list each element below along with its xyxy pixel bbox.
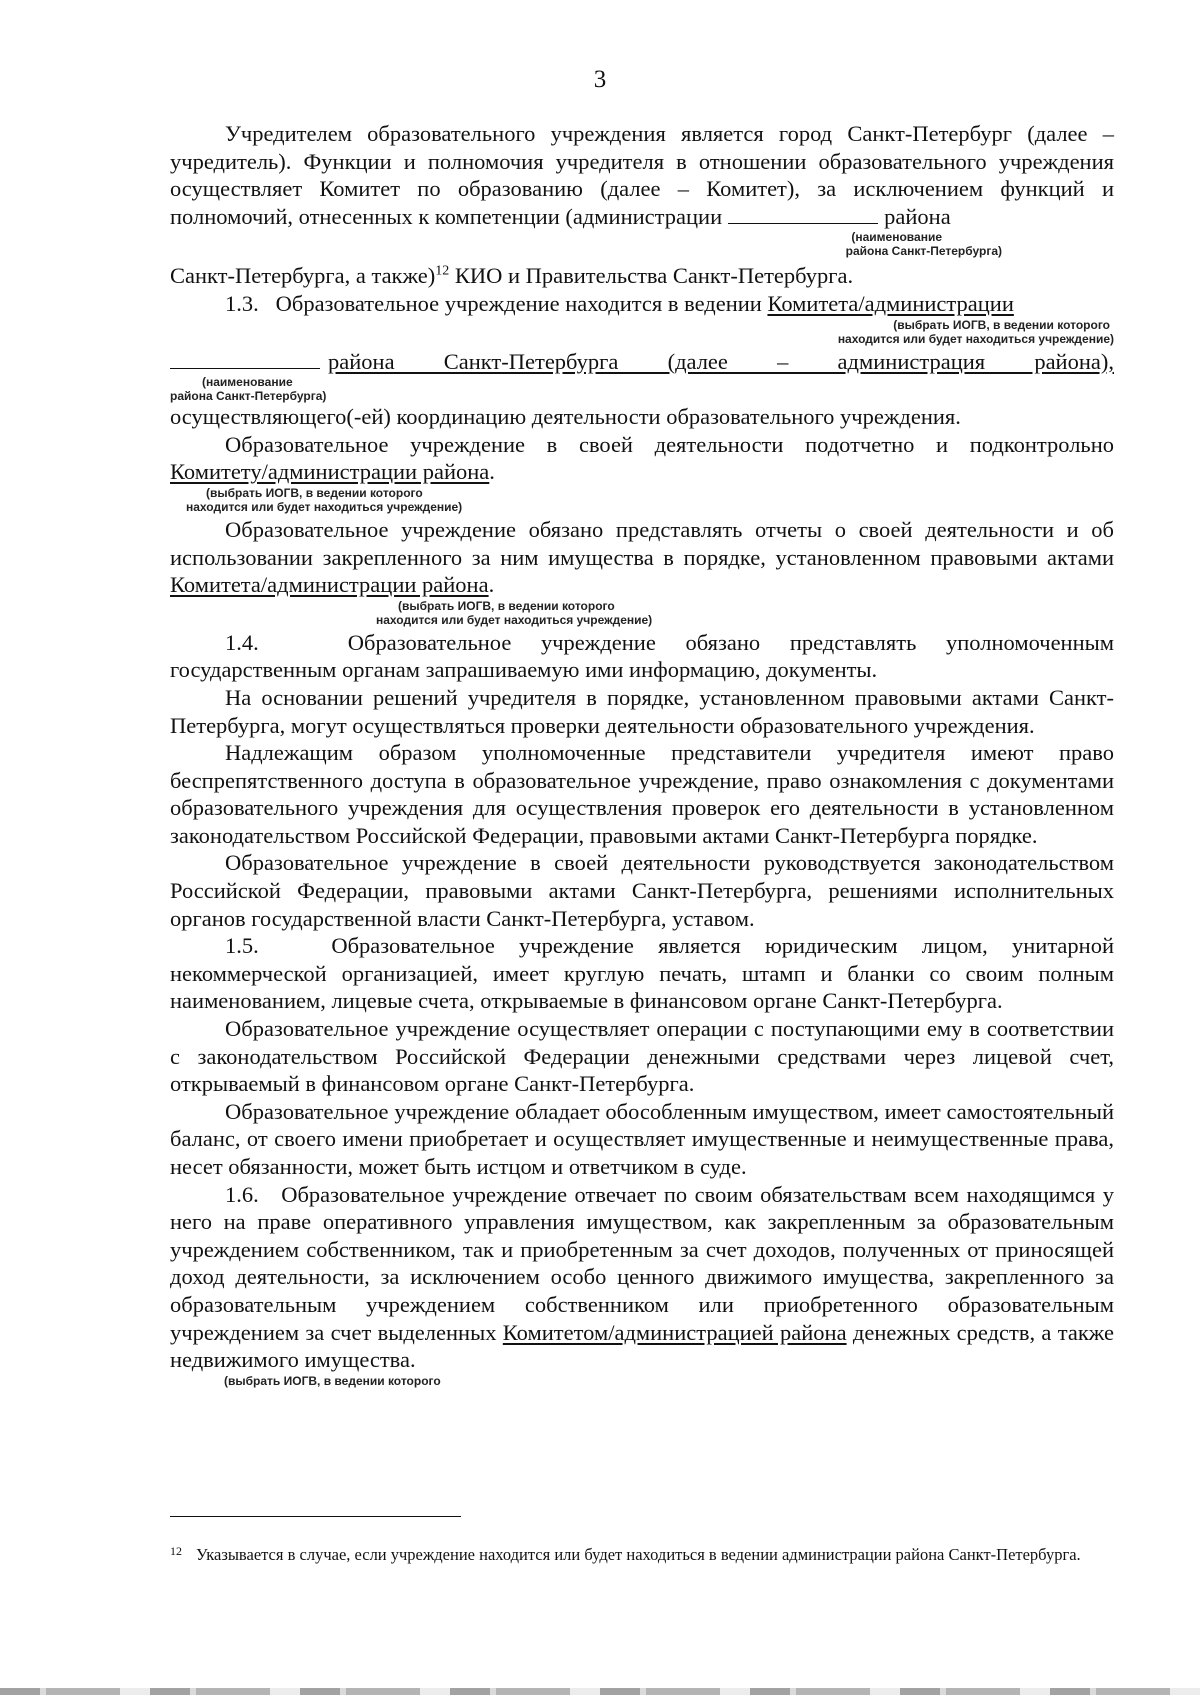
district-word: района bbox=[884, 203, 951, 229]
accountability-choice-line bbox=[170, 458, 1114, 486]
founder-cont-b: КИО и Правительства Санкт-Петербурга. bbox=[449, 263, 854, 289]
section-1-6 bbox=[170, 1181, 1120, 1374]
inspections-paragraph: На основании решений учредителя в порядке, установленном правовыми актами Санкт-Петербурга, могут осуществляться проверки деятельности образовательного учреждения. bbox=[170, 684, 1114, 738]
authority-choice-4: Комитетом/администрацией района bbox=[502, 1319, 847, 1345]
authority-caption-2-line1: (выбрать ИОГВ, в ведении которого bbox=[206, 485, 423, 500]
section-1-6-end: денежных средств, а также недвижимого имущества. bbox=[170, 1319, 1120, 1373]
founder-continuation bbox=[170, 262, 1114, 290]
section-1-4: 1.4. Образовательное учреждение обязано представлять уполномоченным государственным органам запрашиваемую ими информацию, документы. bbox=[170, 629, 1120, 683]
section-1-3-line2-text: района Санкт-Петербурга (далее – администрация района), bbox=[328, 348, 1114, 374]
access-paragraph: Надлежащим образом уполномоченные представители учредителя имеют право беспрепятственного доступа в образовательное учреждение, право ознакомления с документами образовательного учреждения для осуществления проверок его деятельности в установленном законодательством Российской Федерации, правовыми актами Санкт-Петербурга порядке. bbox=[170, 740, 1114, 848]
section-1-5: 1.5. Образовательное учреждение является юридическим лицом, унитарной некоммерческой организацией, имеет круглую печать, штамп и бланки со своим полным наименованием, лицевые счета, открываемые в финансовом органе Санкт-Петербурга. bbox=[170, 933, 1120, 1014]
footnote-ref[interactable]: 12 bbox=[435, 263, 450, 279]
founder-cont-a: Санкт-Петербурга, а также) bbox=[170, 263, 436, 289]
authority-caption-2-line2: находится или будет находиться учреждение) bbox=[186, 499, 463, 514]
accountability-end: . bbox=[489, 459, 495, 485]
founder-text: Учредителем образовательного учреждения является город Санкт-Петербург (далее – учредитель). Функции и полномочия учредителя в отношении образовательного учреждения осуществляет Комитет по образованию (далее – Комитет), за исключением функций и полномочий, отнесенных к компетенции (администрации bbox=[170, 121, 1114, 229]
guidance-paragraph: Образовательное учреждение в своей деятельности руководствуется законодательством Российской Федерации, правовыми актами Санкт-Петербурга, решениями исполнительных органов государственной власти Санкт-Петербурга, уставом. bbox=[170, 850, 1114, 931]
authority-caption-1-line2: находится или будет находиться учреждение) bbox=[837, 331, 1114, 346]
document-body bbox=[170, 120, 1120, 1388]
section-1-3-line2 bbox=[170, 348, 1114, 376]
property-paragraph: Образовательное учреждение обладает обособленным имуществом, имеет самостоятельный баланс, от своего имени приобретает и осуществляет имущественные и неимущественные права, несет обязанности, может быть истцом и ответчиком в суде. bbox=[170, 1098, 1114, 1179]
authority-choice-3: Комитета/администрации района bbox=[170, 572, 489, 598]
footnote-number: 12 bbox=[170, 1544, 182, 1558]
founder-paragraph bbox=[170, 120, 1114, 230]
section-1-3-line3: осуществляющего(-ей) координацию деятельности образовательного учреждения. bbox=[170, 404, 961, 430]
section-1-6-text: 1.6. Образовательное учреждение отвечает по своим обязательствам всем находящимся у него на праве оперативного управления имуществом, как закрепленным за образовательным учреждением собственником, так и приобретенным за счет доходов, полученных от приносящей доход деятельности, за исключением особо ценного движимого имущества, закрепленного за образовательным учреждением собственником или приобретенного образовательным учреждением за счет выделенных bbox=[170, 1181, 1120, 1345]
authority-choice-2: Комитету/администрации района bbox=[170, 459, 490, 485]
page-number: 3 bbox=[593, 66, 607, 93]
authority-choice-1: Комитета/администрации bbox=[767, 290, 1014, 316]
district-caption-line1: (наименование bbox=[851, 230, 942, 245]
district-caption-2-line1: (наименование bbox=[202, 375, 293, 390]
section-1-3 bbox=[170, 290, 1114, 318]
district-name-blank[interactable] bbox=[728, 203, 878, 224]
reports-end: . bbox=[488, 572, 495, 598]
accountability-paragraph: Образовательное учреждение в своей деятельности подотчетно и подконтрольно bbox=[225, 431, 1114, 457]
operations-paragraph: Образовательное учреждение осуществляет операции с поступающими ему в соответствии с законодательством Российской Федерации денежными средствами через лицевой счет, открываемый в финансовом органе Санкт-Петербурга. bbox=[170, 1016, 1114, 1097]
authority-caption-3-line1: (выбрать ИОГВ, в ведении которого bbox=[398, 598, 615, 613]
footnote-text: Указывается в случае, если учреждение находится или будет находиться в ведении администрации района Санкт-Петербурга. bbox=[196, 1545, 1081, 1564]
footnote bbox=[170, 1544, 1114, 1566]
authority-caption-3-line2: находится или будет находиться учреждение) bbox=[376, 612, 653, 627]
authority-caption-1-line1: (выбрать ИОГВ, в ведении которого bbox=[893, 317, 1110, 332]
reports-paragraph bbox=[170, 516, 1114, 599]
scan-artifact-strip bbox=[0, 1688, 1200, 1695]
authority-caption-4: (выбрать ИОГВ, в ведении которого bbox=[224, 1373, 441, 1388]
district-name-blank-2[interactable] bbox=[170, 348, 320, 369]
district-caption-line2: района Санкт-Петербурга) bbox=[845, 244, 1002, 259]
footnote-divider bbox=[170, 1516, 461, 1517]
reports-text: Образовательное учреждение обязано представлять отчеты о своей деятельности и об использовании закрепленного за ним имущества в порядке, установленном правовыми актами bbox=[170, 516, 1114, 570]
district-caption-2-line2: района Санкт-Петербурга) bbox=[170, 389, 327, 404]
section-1-3-lead: 1.3. Образовательное учреждение находится в ведении bbox=[225, 290, 768, 316]
